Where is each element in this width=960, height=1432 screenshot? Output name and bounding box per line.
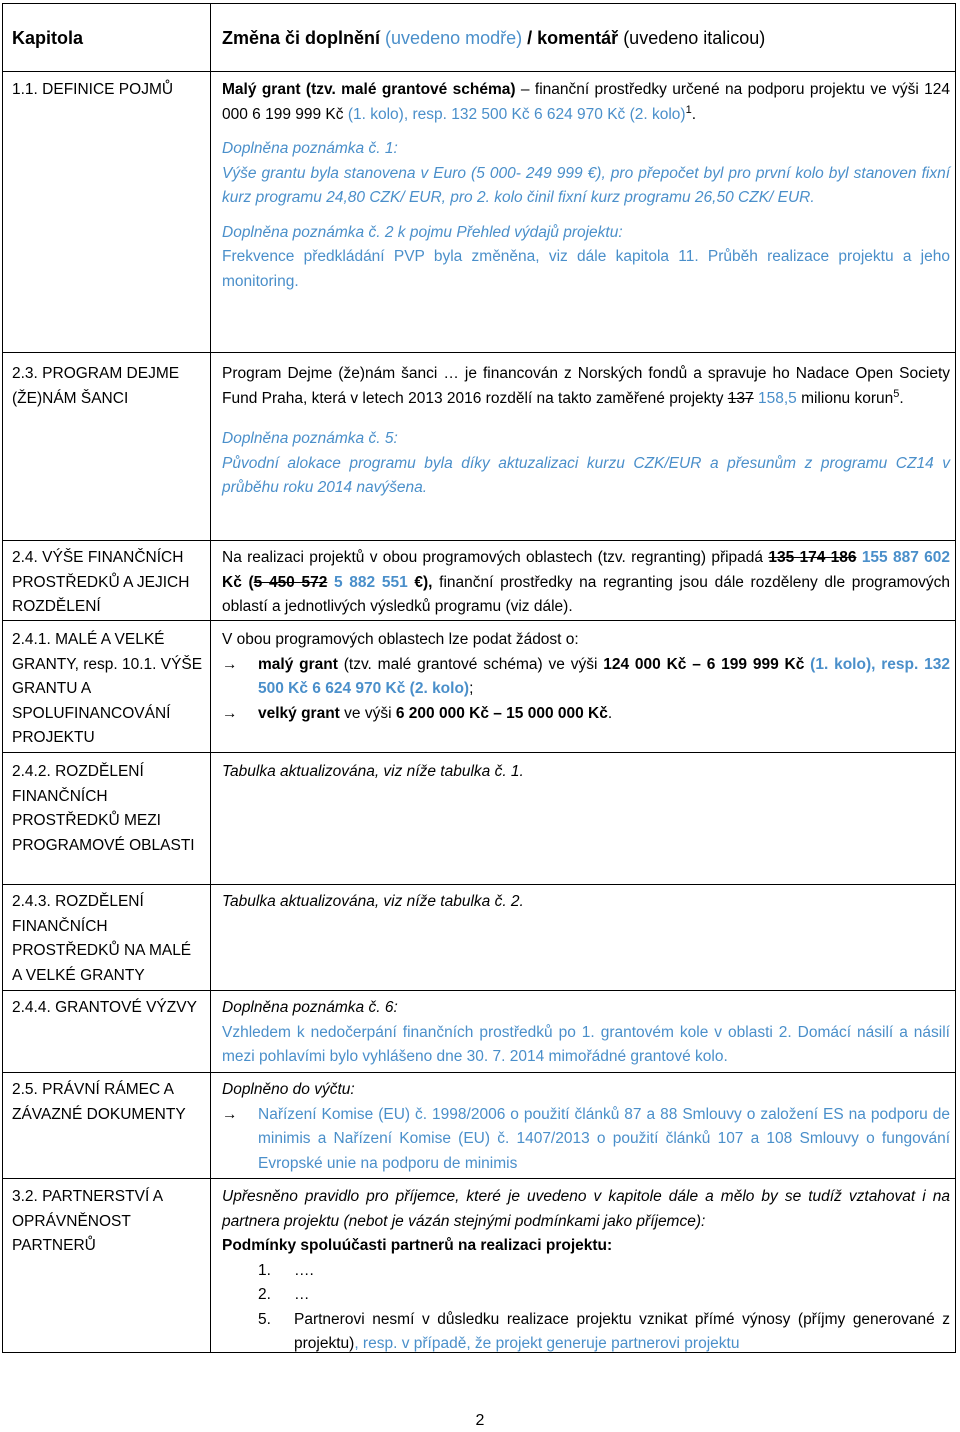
note-6-title: Doplněna poznámka č. 6: — [222, 999, 398, 1016]
header-change-main: Změna či doplnění — [222, 28, 381, 48]
row-label-3-2: 3.2. PARTNERSTVÍ A OPRÁVNĚNOST PARTNERŮ — [12, 1188, 163, 1254]
regulation-item: → Nařízení Komise (EU) č. 1998/2006 o použití článků 87 a 88 Smlouvy o založení ES na podporu de minimis a Nařízení Komise (EU) č. 1407/2013 o použití článků 107 a 108 Smlouvy o fungování Evropské unie na podporu de minimis — [222, 1103, 950, 1177]
row-label-2-3: 2.3. PROGRAM DEJME (ŽE)NÁM ŠANCI — [12, 365, 180, 407]
header-change-blue: (uvedeno modře) — [385, 28, 523, 48]
small-grant-text: – finanční prostředky určené na podporu projektu ve výši 124 000 6 199 999 Kč — [222, 81, 950, 123]
row-content-2-4: Na realizaci projektů v obou programových oblastech (tzv. regranting) připadá 135 174 186 155 887 602 Kč (5 450 572 5 882 551 €), finanční prostředky na regranting jsou dále rozděleny dle programových oblastí a jednotlivých výsledků programu (viz dále). — [222, 549, 950, 615]
header-change-sep: / komentář — [527, 28, 619, 48]
partner-list-item: 2. … — [258, 1286, 310, 1303]
note-2-title: Doplněna poznámka č. 2 k pojmu Přehled výdajů projektu: — [222, 223, 623, 241]
partner-conditions-title: Podmínky spoluúčasti partnerů na realizaci projektu: — [222, 1237, 613, 1254]
header-change — [222, 28, 765, 49]
new-eur: 5 882 551 — [334, 573, 408, 591]
table-top-border — [2, 3, 956, 4]
column-divider — [210, 3, 211, 1353]
small-grant-scheme: malé grantové schéma) — [341, 81, 516, 98]
small-grant-term: Malý grant (tzv. — [222, 81, 336, 98]
row-divider-3 — [2, 620, 956, 621]
note-6-text: Vzhledem k nedočerpání finančních prostředků po 1. grantovém kole v oblasti 2. Domácí násilí a násilí mezi pohlavími bylo vyhlášeno dne 30. 7. 2014 mimořádné grantové kolo. — [222, 1023, 950, 1065]
strike-eur: 5 450 572 — [253, 573, 328, 591]
note-1-title: Doplněna poznámka č. 1: — [222, 140, 398, 157]
arrow-icon: → — [222, 655, 238, 673]
table-right-border — [955, 3, 956, 1353]
row-content-3-2 — [222, 1185, 950, 1357]
bullet-large-grant: → velký grant ve výši 6 200 000 Kč – 15 000 000 Kč. — [222, 702, 950, 727]
partner-list-item: 5. Partnerovi nesmí v důsledku realizace projektu vznikat přímé výnosy (příjmy generované z projektu), resp. v případě, že projekt generuje partnerovi projektu — [258, 1310, 950, 1352]
header-bottom-border — [2, 71, 956, 72]
row-divider-6 — [2, 990, 956, 991]
arrow-icon: → — [222, 1105, 238, 1123]
new-total: 155 887 602 — [861, 549, 950, 566]
row-label-2-4: 2.4. VÝŠE FINANČNÍCH PROSTŘEDKŮ A JEJICH ROZDĚLENÍ — [12, 549, 190, 615]
page-number: 2 — [475, 1412, 485, 1429]
row-divider-8 — [2, 1178, 956, 1179]
program-description: Program Dejme (že)nám šanci … je financován z Norských fondů a spravuje ho Nadace Open Society Fund Praha, která v letech 2013 2016 rozdělí na takto zaměřené projekty 137 158,5 milionu korun$^5$. — [222, 365, 950, 407]
footnote-ref-5: 5 — [893, 387, 900, 400]
strike-total: 135 174 186 — [768, 549, 857, 566]
list-added-title: Doplněno do výčtu: — [222, 1081, 355, 1098]
row-content-2-4-3: Tabulka aktualizována, viz níže tabulka č. 2. — [222, 893, 524, 910]
arrow-icon: → — [222, 704, 238, 722]
partner-rule-intro: Upřesněno pravidlo pro příjemce, které je uvedeno v kapitole dále a mělo by se tudíž vztahovat i na partnera projektu (nebot je vázán stejnými podmínkami jako příjemce): — [222, 1188, 950, 1230]
note-1-text: Výše grantu byla stanovena v Euro (5 000- 249 999 €), pro přepočet byl pro první kolo byl stanoven fixní kurz programu 24,80 CZK/ EUR, pro 2. kolo činil fixní kurz programu 26,50 CZK/ EUR. — [222, 164, 950, 206]
row-content-2-4-4 — [222, 996, 950, 1070]
row-content-2-3 — [222, 362, 950, 501]
header-chapter: Kapitola — [12, 28, 84, 48]
bullet-small-grant: → malý grant (tzv. malé grantové schéma) ve výši 124 000 Kč – 6 199 999 Kč (1. kolo), resp. 132 500 Kč 6 624 970 Kč (2. kolo); — [222, 653, 950, 702]
row-label-2-4-3: 2.4.3. ROZDĚLENÍ FINANČNÍCH PROSTŘEDKŮ NA MALÉ A VELKÉ GRANTY — [12, 893, 192, 984]
row-label-2-4-2: 2.4.2. ROZDĚLENÍ FINANČNÍCH PROSTŘEDKŮ MEZI PROGRAMOVÉ OBLASTI — [12, 763, 195, 854]
small-grant-end: . — [691, 105, 697, 123]
new-amount: 158,5 — [757, 389, 797, 407]
row-label-1-1: 1.1. DEFINICE POJMŮ — [12, 81, 174, 98]
row-label-2-4-4: 2.4.4. GRANTOVÉ VÝZVY — [12, 999, 197, 1016]
partner-list-item: 1. …. — [258, 1261, 314, 1279]
row-content-1-1 — [222, 78, 950, 294]
row-content-2-4-2: Tabulka aktualizována, viz níže tabulka č. 1. — [222, 763, 524, 780]
note-5-title: Doplněna poznámka č. 5: — [222, 430, 398, 447]
note-2-text: Frekvence předkládání PVP byla změněna, viz dále kapitola 11. Průběh realizace projektu a jeho monitoring. — [222, 248, 950, 290]
footnote-ref-1: 1 — [685, 103, 692, 116]
definition-small-grant — [222, 78, 950, 127]
note-5-text: Původní alokace programu byla díky aktuzalizaci kurzu CZK/EUR a přesunům z programu CZ14 v průběhu roku 2014 navýšena. — [222, 454, 950, 496]
row-divider-7 — [2, 1072, 956, 1073]
table-left-border — [2, 3, 3, 1353]
row-divider-5 — [2, 884, 956, 885]
grants-intro: V obou programových oblastech lze podat žádost o: — [222, 631, 579, 648]
header-change-italic: (uvedeno italicou) — [623, 28, 766, 48]
row-divider-4 — [2, 752, 956, 753]
row-divider-2 — [2, 540, 956, 541]
row-label-2-4-1: 2.4.1. MALÉ A VELKÉ GRANTY, resp. 10.1. VÝŠE GRANTU A SPOLUFINANCOVÁNÍ PROJEKTU — [12, 631, 203, 746]
small-grant-blue: (1. kolo), resp. 132 500 Kč 6 624 970 Kč (2. kolo) — [347, 105, 686, 123]
row-label-2-5: 2.5. PRÁVNÍ RÁMEC A ZÁVAZNÉ DOKUMENTY — [12, 1081, 186, 1123]
row-divider-1 — [2, 352, 956, 353]
row-content-2-4-1 — [222, 628, 950, 726]
strike-amount: 137 — [727, 389, 754, 407]
row-content-2-5 — [222, 1078, 950, 1176]
